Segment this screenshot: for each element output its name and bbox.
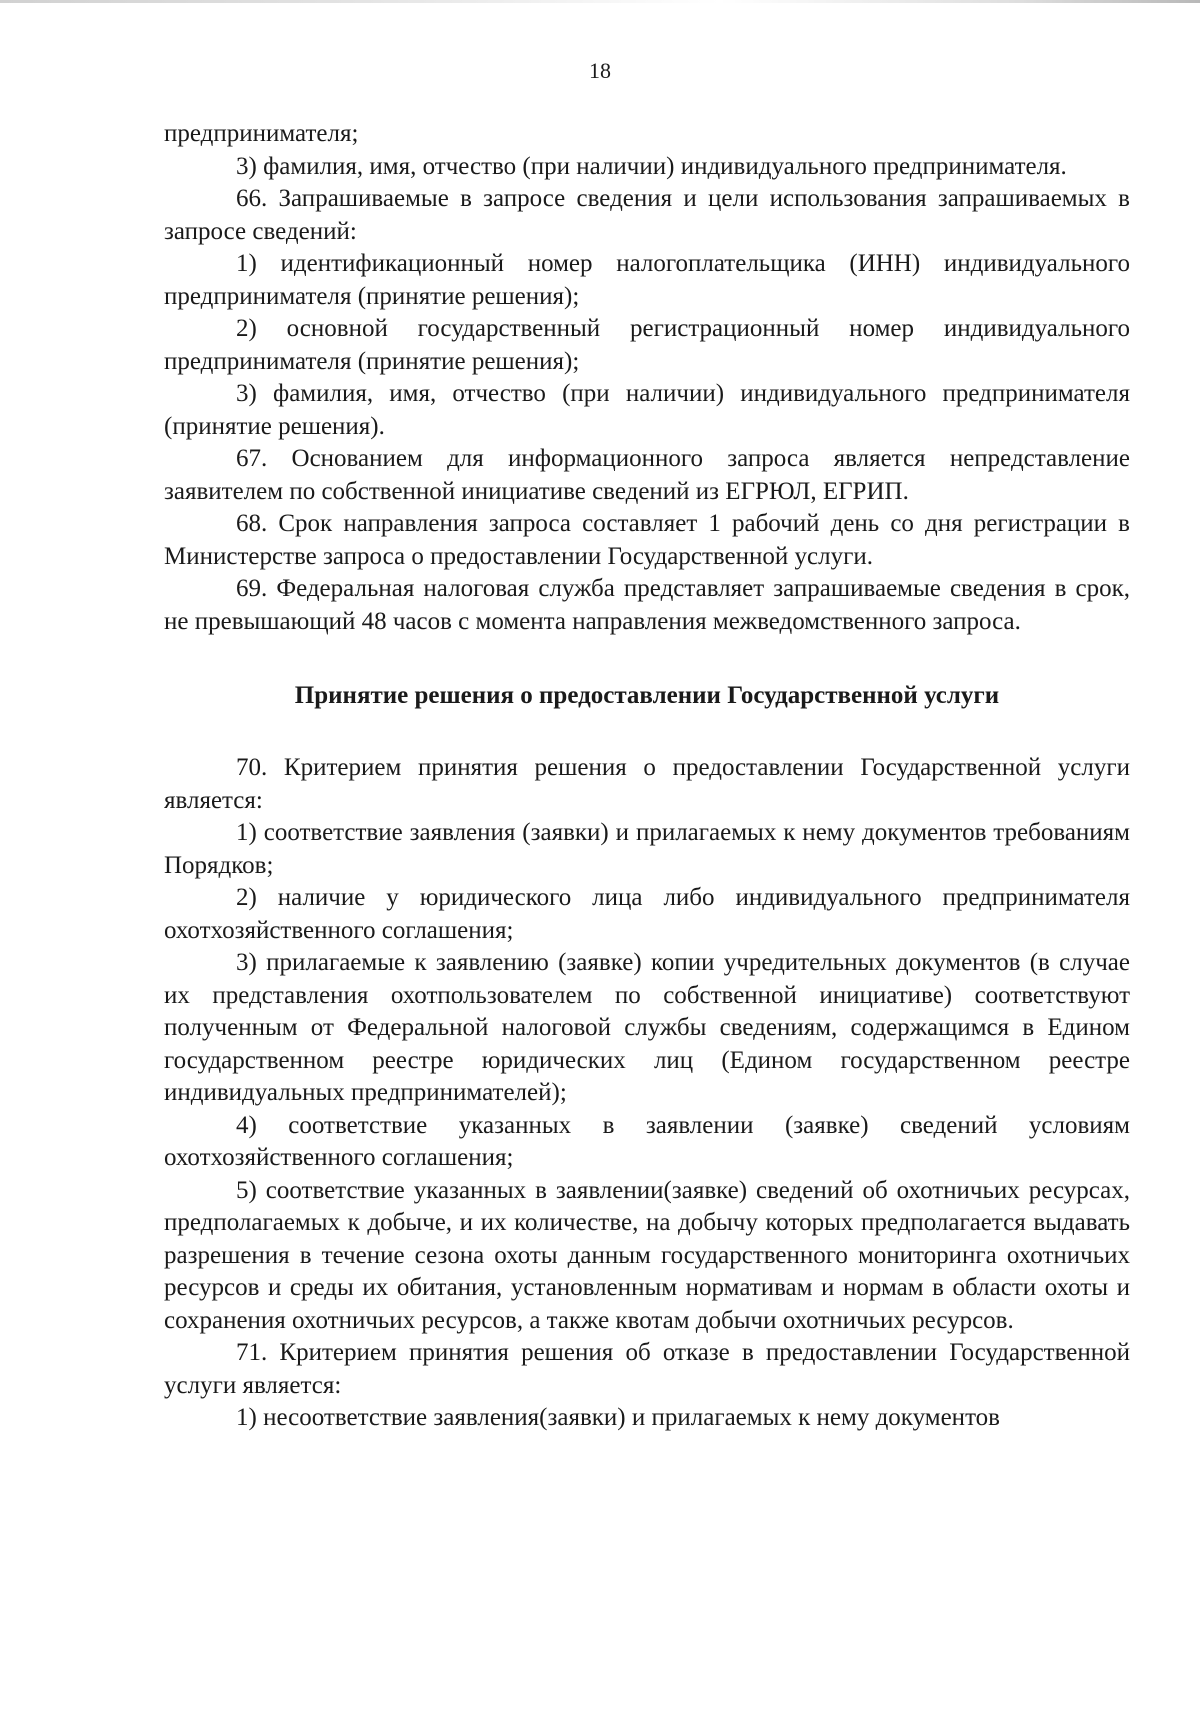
paragraph: 3) прилагаемые к заявлению (заявке) копии учредительных документов (в случае их представления охотпользователем по собственной инициативе) соответствуют полученным от Федеральной налоговой службы сведениям, содержащимся в Едином государственном реестре юридических лиц (Едином государственном реестре индивидуальных предпринимателей);	[164, 949, 1130, 1106]
paragraph: 67. Основанием для информационного запроса является непредставление заявителем по собственной инициативе сведений из ЕГРЮЛ, ЕГРИП.	[164, 445, 1130, 505]
paragraph: 3) фамилия, имя, отчество (при наличии) индивидуального предпринимателя.	[236, 152, 1067, 180]
paragraph: 68. Срок направления запроса составляет 1 рабочий день со дня регистрации в Министерстве запроса о предоставлении Государственной услуги.	[164, 510, 1130, 570]
paragraph: 71. Критерием принятия решения об отказе в предоставлении Государственной услуги является:	[164, 1339, 1130, 1399]
paragraph: 70. Критерием принятия решения о предоставлении Государственной услуги является:	[164, 754, 1130, 814]
paragraph: 69. Федеральная налоговая служба представляет запрашиваемые сведения в срок, не превышающий 48 часов с момента направления межведомственного запроса.	[164, 575, 1130, 635]
paragraph: 2) основной государственный регистрационный номер индивидуального предпринимателя (принятие решения);	[164, 315, 1130, 375]
paragraph-continuation: предпринимателя;	[164, 120, 359, 147]
paragraph: 66. Запрашиваемые в запросе сведения и цели использования запрашиваемых в запросе сведений:	[164, 185, 1130, 245]
paragraph: 3) фамилия, имя, отчество (при наличии) индивидуального предпринимателя (принятие решения).	[164, 380, 1130, 440]
paragraph: 5) соответствие указанных в заявлении(заявке) сведений об охотничьих ресурсах, предполагаемых к добыче, и их количестве, на добычу которых предполагается выдавать разрешения в течение сезона охоты данным государственного мониторинга охотничьих ресурсов и среды их обитания, установленным нормативам и нормам в области охоты и сохранения охотничьих ресурсов, а также квотам добычи охотничьих ресурсов.	[164, 1176, 1130, 1334]
paragraph: 2) наличие у юридического лица либо индивидуального предпринимателя охотхозяйственного соглашения;	[164, 884, 1130, 944]
paragraph: 1) соответствие заявления (заявки) и прилагаемых к нему документов требованиям Порядков;	[164, 819, 1130, 879]
paragraph: 1) идентификационный номер налогоплательщика (ИНН) индивидуального предпринимателя (принятие решения);	[164, 250, 1130, 310]
scan-edge	[0, 0, 1200, 3]
paragraph: 1) несоответствие заявления(заявки) и прилагаемых к нему документов	[236, 1404, 1000, 1431]
section-heading: Принятие решения о предоставлении Государственной услуги	[294, 682, 1000, 709]
document-body	[164, 118, 1130, 1435]
page-number: 18	[589, 58, 611, 83]
paragraph: 4) соответствие указанных в заявлении (заявке) сведений условиям охотхозяйственного соглашения;	[164, 1111, 1130, 1171]
